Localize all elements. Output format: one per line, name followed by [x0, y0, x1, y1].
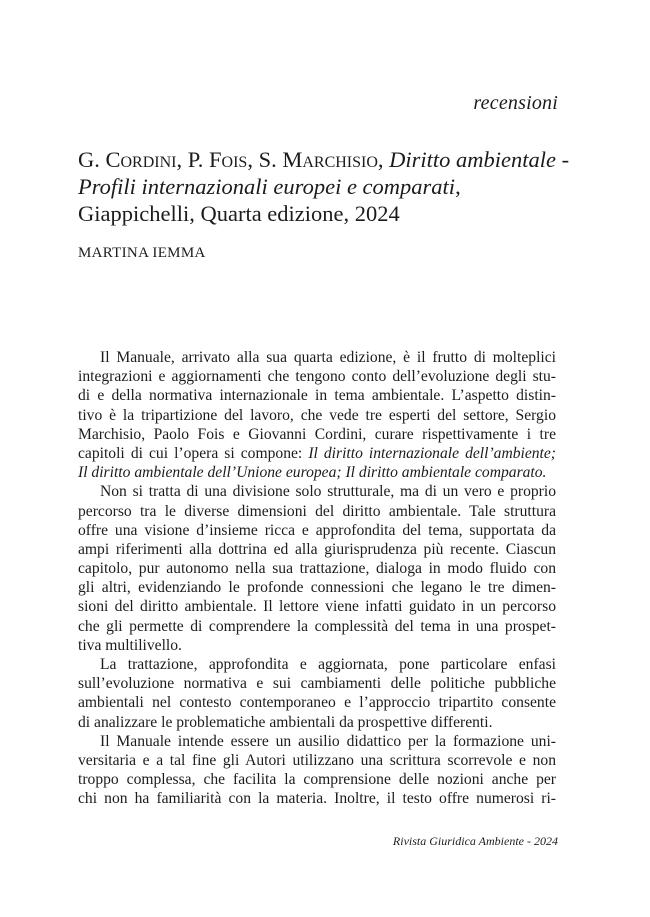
review-title: G. Cordini, P. Fois, S. Marchisio, Diritto ambientale - Profili internazionali europei e comparati, Giappichelli, Quarta edizione, 2024	[78, 147, 570, 226]
body-line: gli altri, evidenziando le profonde connessioni che legano le tre dimen-	[78, 579, 556, 597]
body-line: Marchisio, Paolo Fois e Giovanni Cordini, curare rispettivamente i tre	[78, 425, 556, 443]
body-line: che gli permette di comprendere la complessità del tema in una prospet-	[78, 617, 556, 635]
body-text: capitoli di cui l’opera si compone:	[78, 444, 309, 462]
body-line: capitolo, pur autonomo nella sua trattazione, dialoga in modo fluido con	[78, 560, 556, 578]
body-line: integrazioni e aggiornamenti che tengono conto dell’evoluzione degli stu-	[78, 368, 556, 386]
body-line: ambientali nel contesto contemporaneo e l’approccio tripartito consente	[78, 694, 556, 712]
chapter-title-italic: Il diritto internazionale dell’ambiente;	[308, 444, 557, 462]
reviewer-name: MARTINA IEMMA	[78, 245, 206, 261]
body-line: tiva multilivello.	[78, 636, 182, 654]
body-line: sioni del diritto ambientale. Il lettore viene infatti guidato in un percorso	[78, 598, 556, 616]
body-line: Il Manuale intende essere un ausilio didattico per la formazione uni-	[100, 732, 556, 750]
body-line: La trattazione, approfondita e aggiornata, pone particolare enfasi	[100, 656, 556, 673]
review-body	[78, 348, 556, 809]
body-line: Il Manuale, arrivato alla sua quarta edizione, è il frutto di molteplici	[100, 349, 556, 366]
body-line: sull’evoluzione normativa e sui cambiamenti delle politiche pubbliche	[78, 675, 556, 693]
section-label: recensioni	[473, 92, 558, 114]
body-line: di e della normativa internazionale in tema ambientale. L’aspetto distin-	[78, 387, 556, 405]
body-line: Non si tratta di una divisione solo strutturale, ma di un vero e proprio	[100, 483, 556, 501]
body-line: ampi riferimenti alla dottrina ed alla giurisprudenza più recente. Ciascun	[78, 540, 556, 558]
body-line: troppo complessa, che facilita la comprensione delle nozioni anche per	[78, 771, 556, 789]
body-line	[78, 463, 556, 482]
body-line: versitaria e a tal fine gli Autori utilizzano una scrittura scorrevole e non	[78, 751, 556, 769]
body-line	[78, 444, 556, 463]
author-name: S. Marchisio	[258, 147, 378, 172]
journal-footer: Rivista Giuridica Ambiente - 2024	[392, 834, 558, 848]
book-title: Diritto ambientale - Profili internazionali europei e comparati	[78, 147, 570, 199]
edition: Quarta edizione, 2024	[200, 201, 400, 226]
body-line: di analizzare le problematiche ambientali da prospettive differenti.	[78, 713, 493, 731]
body-line: percorso tra le diverse dimensioni del diritto ambientale. Tale struttura	[78, 502, 556, 520]
chapter-titles-italic: Il diritto ambientale dell’Unione europea; Il diritto ambientale comparato.	[78, 464, 547, 482]
publisher: Giappichelli	[78, 201, 190, 226]
author-name: P. Fois	[187, 147, 248, 172]
author-name: G. Cordini	[78, 147, 177, 172]
body-line: chi non ha familiarità con la materia. Inoltre, il testo offre numerosi ri-	[78, 790, 556, 808]
body-line: tivo è la tripartizione del lavoro, che vede tre esperti del settore, Sergio	[78, 406, 556, 424]
body-line: offre una visione d’insieme ricca e approfondita del tema, supportata da	[78, 521, 556, 539]
